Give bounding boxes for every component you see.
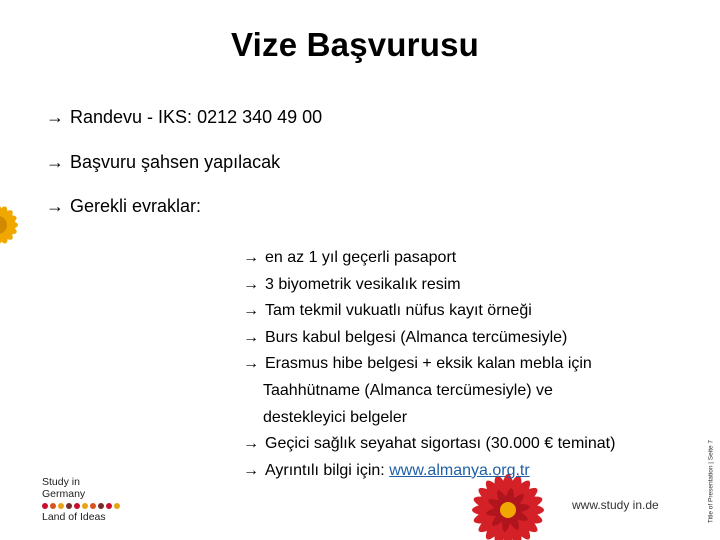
- bullet-appointment: [46, 107, 322, 128]
- bullet-in-person: [46, 152, 280, 173]
- arrow-icon: →: [46, 107, 64, 127]
- logo-dot: [114, 503, 120, 509]
- logo-dot: [90, 503, 96, 509]
- arrow-icon: →: [243, 249, 259, 266]
- document-item-continuation: [243, 378, 683, 405]
- info-line: [243, 458, 683, 485]
- yellow-flower-image: [0, 185, 32, 265]
- arrow-icon: →: [243, 461, 259, 479]
- arrow-icon: →: [46, 196, 64, 216]
- document-item: [243, 325, 683, 352]
- documents-list: [243, 245, 683, 484]
- logo-dot: [82, 503, 88, 509]
- arrow-icon: →: [243, 328, 259, 346]
- almanya-website-link[interactable]: www.almanya.org.tr: [389, 461, 530, 479]
- document-text: en az 1 yıl geçerli pasaport: [265, 249, 457, 266]
- website-footer: www.study in.de: [572, 498, 659, 512]
- logo-dot: [42, 503, 48, 509]
- logo-dot: [58, 503, 64, 509]
- arrow-icon: →: [243, 302, 259, 320]
- bullet-text: Randevu - IKS: 0212 340 49 00: [70, 107, 323, 127]
- logo-line: Germany: [42, 488, 86, 500]
- document-item: [243, 298, 683, 325]
- bullet-text: Başvuru şahsen yapılacak: [70, 152, 281, 172]
- logo-dots: [42, 503, 132, 509]
- arrow-icon: →: [243, 275, 259, 293]
- document-item: [243, 351, 683, 378]
- study-in-germany-logo: [42, 476, 132, 523]
- logo-line: Land of Ideas: [42, 511, 106, 523]
- logo-dot: [66, 503, 72, 509]
- document-text: 3 biyometrik vesikalık resim: [265, 275, 461, 293]
- document-text: Burs kabul belgesi (Almanca tercümesiyle): [265, 328, 568, 346]
- arrow-icon: →: [46, 152, 64, 172]
- document-text: Erasmus hibe belgesi + eksik kalan mebla için: [265, 355, 592, 373]
- bullet-required-documents: [46, 196, 201, 217]
- logo-dot: [106, 503, 112, 509]
- logo-dot: [50, 503, 56, 509]
- document-text: destekleyici belgeler: [263, 408, 408, 426]
- document-text: Taahhütname (Almanca tercümesiyle) ve: [263, 381, 553, 399]
- side-footer-text: Title of Presentation | Seite 7: [707, 439, 715, 524]
- arrow-icon: →: [243, 355, 259, 373]
- document-item-continuation: [243, 405, 683, 432]
- document-text: Tam tekmil vukuatlı nüfus kayıt örneği: [265, 302, 532, 320]
- logo-dot: [74, 503, 80, 509]
- arrow-icon: →: [243, 435, 259, 453]
- slide-title: Vize Başvurusu: [231, 26, 479, 63]
- document-text: Geçici sağlık seyahat sigortası (30.000 € teminat): [265, 435, 616, 453]
- bullet-text: Gerekli evraklar:: [70, 196, 202, 216]
- logo-dot: [98, 503, 104, 509]
- document-item: [243, 245, 683, 272]
- info-text: Ayrıntılı bilgi için:: [265, 461, 390, 479]
- side-footer: [704, 440, 718, 530]
- document-item: [243, 431, 683, 458]
- logo-line: Study in: [42, 476, 80, 488]
- document-item: [243, 272, 683, 299]
